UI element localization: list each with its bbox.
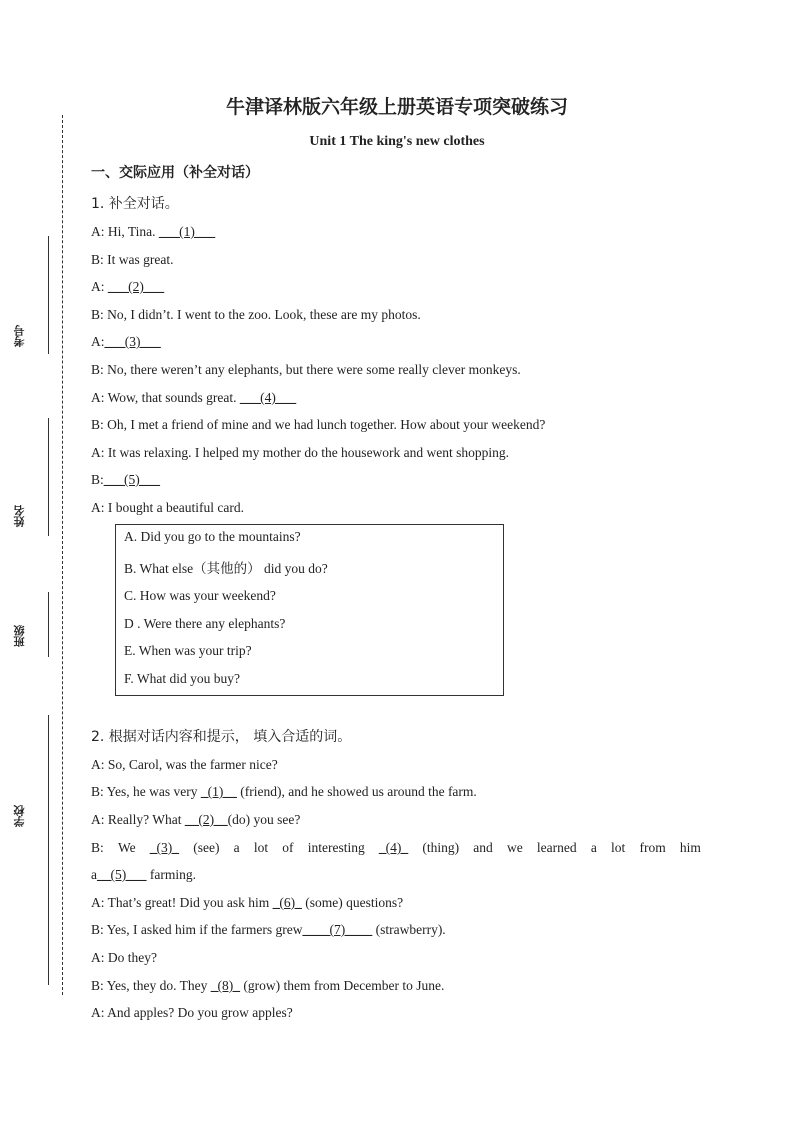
answer-blank[interactable]: ___(3)___ bbox=[104, 334, 161, 349]
dialogue-line: A: Do they? bbox=[91, 950, 157, 965]
answer-blank[interactable]: __(2)__ bbox=[184, 812, 228, 827]
answer-blank[interactable]: ___(2)___ bbox=[107, 279, 165, 294]
answer-blank[interactable]: ___(5)___ bbox=[103, 472, 161, 487]
dialogue-line-justified: B: We _(3)_ (see) a lot of interesting _(4)_ (thing) and we learned a lot from him bbox=[91, 840, 701, 855]
school-label: 学校 bbox=[13, 805, 26, 827]
dialogue-line: B: No, I didn’t. I went to the zoo. Look, these are my photos. bbox=[91, 307, 421, 322]
cut-line bbox=[62, 115, 63, 995]
option-b: B. What else（其他的） did you do? bbox=[124, 561, 328, 576]
dialogue-line: A: That’s great! Did you ask him _(6)_ (some) questions? bbox=[91, 895, 404, 910]
dialogue-line: A: It was relaxing. I helped my mother do the housework and went shopping. bbox=[91, 445, 510, 460]
dialogue-line: B: Oh, I met a friend of mine and we had lunch together. How about your weekend? bbox=[91, 417, 546, 432]
dialogue-line: A: So, Carol, was the farmer nice? bbox=[91, 757, 278, 772]
dialogue-line: A: Hi, Tina. ___(1)___ bbox=[91, 224, 216, 239]
options-box bbox=[115, 524, 504, 696]
answer-blank[interactable]: _(3)_ bbox=[149, 840, 180, 855]
binding-margin bbox=[0, 0, 70, 1123]
page-title: 牛津译林版六年级上册英语专项突破练习 bbox=[225, 96, 568, 118]
exam-number-label: 考号 bbox=[13, 325, 26, 347]
dialogue-line: A:___(3)___ bbox=[91, 334, 161, 349]
option-d: D . Were there any elephants? bbox=[124, 616, 286, 631]
option-c: C. How was your weekend? bbox=[124, 588, 276, 603]
dialogue-line: A: I bought a beautiful card. bbox=[91, 500, 244, 515]
option-a: A. Did you go to the mountains? bbox=[124, 529, 301, 544]
answer-blank[interactable]: __(5)___ bbox=[97, 867, 147, 882]
answer-blank[interactable]: _(8)_ bbox=[210, 978, 241, 993]
answer-blank[interactable]: _(1)__ bbox=[200, 784, 237, 799]
answer-blank[interactable]: ___(1)___ bbox=[158, 224, 216, 239]
answer-blank[interactable]: ____(7)____ bbox=[302, 922, 373, 937]
name-line bbox=[48, 418, 49, 536]
question-2-title: 2. 根据对话内容和提示， 填入合适的词。 bbox=[91, 729, 352, 745]
name-label: 姓名 bbox=[13, 505, 26, 527]
class-label: 班级 bbox=[13, 625, 26, 647]
school-line bbox=[48, 715, 49, 985]
dialogue-line: B: It was great. bbox=[91, 252, 174, 267]
dialogue-line: A: Wow, that sounds great. ___(4)___ bbox=[91, 390, 297, 405]
section-heading: 一、交际应用（补全对话） bbox=[91, 165, 259, 181]
dialogue-line: B: No, there weren’t any elephants, but there were some really clever monkeys. bbox=[91, 362, 521, 377]
dialogue-line: A: ___(2)___ bbox=[91, 279, 165, 294]
dialogue-line: A: Really? What __(2)__(do) you see? bbox=[91, 812, 301, 827]
answer-blank[interactable]: ___(4)___ bbox=[239, 390, 297, 405]
exam-number-line bbox=[48, 236, 49, 354]
dialogue-line: A: And apples? Do you grow apples? bbox=[91, 1005, 293, 1020]
option-f: F. What did you buy? bbox=[124, 671, 241, 686]
dialogue-line: B: Yes, he was very _(1)__ (friend), and he showed us around the farm. bbox=[91, 784, 477, 799]
question-1-title: 1. 补全对话。 bbox=[91, 196, 179, 212]
answer-blank[interactable]: _(6)_ bbox=[272, 895, 302, 910]
dialogue-line: B: Yes, they do. They _(8)_ (grow) them from December to June. bbox=[91, 978, 445, 993]
option-e: E. When was your trip? bbox=[124, 643, 252, 658]
unit-subtitle: Unit 1 The king's new clothes bbox=[309, 134, 485, 149]
dialogue-line: B: Yes, I asked him if the farmers grew____(7)____ (strawberry). bbox=[91, 922, 446, 937]
class-line bbox=[48, 592, 49, 657]
dialogue-line: B:___(5)___ bbox=[91, 472, 161, 487]
answer-blank[interactable]: _(4)_ bbox=[378, 840, 409, 855]
dialogue-line: a__(5)___ farming. bbox=[91, 867, 196, 882]
